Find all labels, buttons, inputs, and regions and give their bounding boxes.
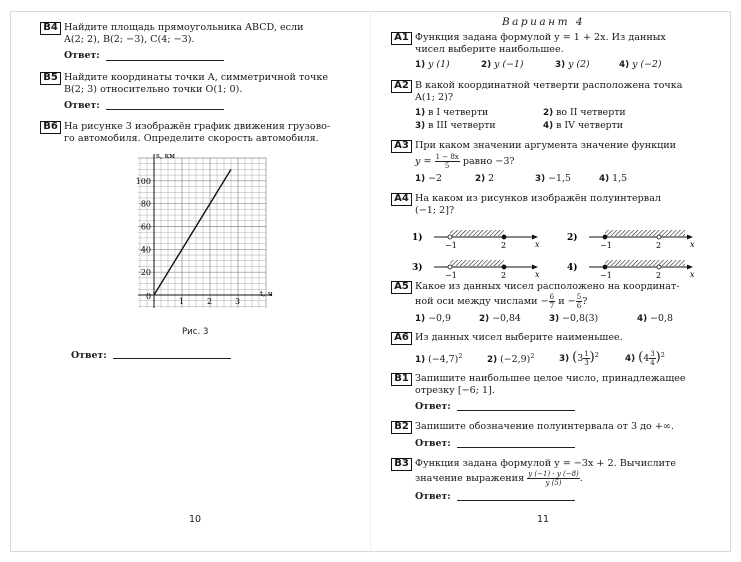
option-number: 2) (543, 108, 554, 119)
task-text-line (415, 470, 696, 487)
exponent: 2 (594, 350, 599, 359)
hatched-region (605, 230, 685, 236)
option[interactable] (481, 59, 555, 71)
axis-arrow (687, 265, 693, 270)
task-text-line: Найдите координаты точки A, симметричной точке (64, 71, 329, 83)
option[interactable] (559, 349, 625, 367)
option-number: 4) (625, 353, 636, 364)
option-value: y (1) (428, 59, 450, 71)
option-value: в IV четверти (556, 120, 624, 132)
axis-arrow (532, 235, 538, 240)
task-tag: A1 (391, 32, 412, 45)
exponent: 2 (458, 351, 463, 360)
fraction-numerator: 6 (549, 293, 555, 302)
text-fragment: ? (582, 296, 588, 308)
sign: − (567, 296, 576, 308)
exponent: 2 (660, 350, 665, 359)
task-tag: A3 (391, 140, 412, 153)
task-tag: A2 (391, 80, 412, 93)
task-tag: B3 (391, 458, 412, 471)
tick-label: −1 (600, 241, 612, 250)
task-text-line: На каком из рисунков изображён полуинтервал (415, 192, 662, 204)
fraction-denominator: 3 (584, 358, 589, 367)
origin-label: 0 (146, 292, 152, 301)
option-number: 4) (567, 263, 578, 273)
task-a6 (391, 332, 696, 366)
sign: − (540, 296, 549, 308)
task-text-line: Функция задана формулой y = −3x + 2. Вычислите (415, 457, 676, 469)
option-value: (−2,9) (500, 353, 531, 365)
task-tag: B1 (391, 373, 412, 386)
option-value: 3 (577, 352, 584, 364)
endpoint-right (502, 265, 506, 269)
task-b2 (391, 421, 696, 449)
task-text-line: A(2; 2), B(2; −3), C(4; −3). (64, 34, 195, 46)
option-value: y (2) (568, 59, 590, 71)
task-text-line: Функция задана формулой y = 1 + 2x. Из данных (415, 32, 666, 43)
tick-label: −1 (445, 241, 457, 250)
axis-arrow (687, 235, 693, 240)
option-value: в III четверти (428, 120, 496, 132)
options-row (415, 59, 696, 71)
fraction-denominator: 6 (576, 302, 582, 311)
y-tick-label: 40 (140, 245, 151, 255)
figure-caption: Рис. 3 (182, 327, 209, 337)
task-a1 (391, 32, 696, 72)
task-text-line: Из данных чисел выберите наименьшее. (415, 332, 623, 344)
answer-label: Ответ: (64, 50, 100, 62)
option-number: 3) (559, 353, 570, 364)
task-text-line: Найдите площадь прямоугольника ABCD, если (64, 22, 304, 33)
option-number: 2) (479, 314, 490, 325)
x-tick-label: 2 (207, 297, 213, 306)
task-tag: B2 (391, 421, 412, 434)
option-number: 3) (412, 263, 423, 273)
y-tick-label: 20 (140, 268, 151, 278)
option[interactable] (543, 107, 673, 119)
task-a3 (391, 140, 696, 184)
fraction-numerator: 1 − 8x (435, 152, 459, 161)
answer-label: Ответ: (415, 437, 451, 449)
option-value: 1,5 (612, 172, 628, 184)
options-grid (415, 107, 696, 132)
option[interactable] (415, 173, 475, 185)
fraction-numerator: 5 (576, 293, 582, 302)
y-tick-label: 60 (140, 222, 151, 232)
x-axis-label: t, ч (260, 289, 273, 298)
option-value: −2 (428, 172, 442, 184)
option-number: 3) (555, 60, 566, 71)
option-number: 3) (549, 314, 560, 325)
text-fragment: и (558, 296, 565, 308)
task-b6 (40, 121, 350, 145)
option[interactable] (555, 59, 619, 71)
task-tag: B4 (40, 22, 61, 35)
x-tick-label: 3 (235, 297, 241, 306)
text-fragment: значение выражения (415, 472, 525, 484)
task-tag: A4 (391, 193, 412, 206)
page-number: 10 (189, 514, 202, 525)
option-value: 4 (643, 352, 650, 364)
y-tick-label: 80 (140, 199, 151, 209)
fraction (435, 153, 460, 170)
axis-label: x (690, 270, 695, 279)
answer-row (415, 438, 696, 450)
number-line-option (567, 230, 695, 250)
answer-row (415, 401, 696, 413)
task-text-line: (−1; 2]? (415, 205, 455, 217)
task-text-line: В какой координатной четверти расположена точка (415, 79, 683, 91)
tick-label: −1 (445, 271, 457, 280)
task-text-line: чисел выберите наибольшее. (415, 44, 564, 56)
option-number: 2) (567, 233, 578, 243)
answer-field[interactable] (113, 358, 231, 359)
task-b4 (40, 22, 350, 63)
endpoint-right (657, 235, 661, 239)
option-value: −0,8 (650, 313, 673, 325)
option-number: 3) (415, 121, 426, 132)
option[interactable] (487, 350, 559, 366)
option-number: 1) (412, 233, 423, 243)
option-number: 4) (619, 60, 630, 71)
options-row (415, 173, 696, 185)
fraction-denominator: 5 (444, 161, 450, 170)
option[interactable] (549, 313, 637, 325)
answer-row (64, 50, 350, 62)
formula-prefix: y = (415, 155, 432, 167)
endpoint-right (657, 265, 661, 269)
task-a2 (391, 80, 696, 133)
answer-row (415, 491, 696, 503)
task-tag: B6 (40, 121, 61, 134)
number-line-option (412, 230, 540, 250)
task-text-line: Запишите наибольшее целое число, принадлежащее (415, 372, 686, 384)
option[interactable] (599, 173, 627, 185)
option-value: во II четверти (556, 107, 626, 119)
task-text-line (415, 293, 696, 310)
task-text-line (415, 153, 696, 170)
fraction-numerator: 1 (584, 349, 589, 358)
option-value: −0,9 (428, 313, 451, 325)
option-number: 1) (415, 108, 426, 119)
y-axis-label: s, км (156, 151, 176, 160)
endpoint-left (448, 235, 452, 239)
answer-label: Ответ: (415, 401, 451, 413)
tick-label: 2 (656, 241, 662, 250)
option-value: −0,84 (492, 313, 521, 325)
option[interactable] (475, 173, 535, 185)
option-value: y (−2) (632, 59, 662, 71)
task-tag: A6 (391, 332, 412, 345)
answer-row (64, 100, 350, 112)
axis-label: x (535, 270, 540, 279)
option-number: 4) (637, 314, 648, 325)
motion-graph (128, 150, 278, 316)
task-b5 (40, 72, 350, 113)
tick-label: 2 (656, 271, 662, 280)
task-tag: B5 (40, 72, 61, 85)
option-number: 2) (481, 60, 492, 71)
axis-label: x (690, 240, 695, 249)
paren-close: ) (589, 349, 595, 365)
formula-suffix: равно −3? (462, 155, 515, 167)
options-row (415, 313, 696, 325)
paren-open: ( (638, 349, 644, 365)
number-line-option (567, 260, 695, 280)
answer-label: Ответ: (71, 350, 107, 361)
hatched-region (450, 230, 504, 236)
fraction-denominator: 4 (650, 358, 655, 367)
answer-field[interactable] (457, 447, 575, 448)
task-text-line: го автомобиля. Определите скорость автомобиля. (64, 133, 319, 145)
option[interactable] (619, 59, 662, 71)
page-number: 11 (537, 514, 550, 525)
exponent: 2 (530, 351, 535, 360)
tick-label: −1 (600, 271, 612, 280)
endpoint-left (448, 265, 452, 269)
option-number: 3) (535, 173, 546, 184)
option-value: y (−1) (494, 59, 524, 71)
answer-field[interactable] (457, 500, 575, 501)
option-value: −1,5 (548, 172, 571, 184)
fraction-denominator: 7 (549, 302, 555, 311)
fraction-denominator: y (5) (545, 478, 562, 487)
option[interactable] (543, 120, 673, 132)
y-tick-label: 100 (135, 176, 151, 186)
answer-field[interactable] (457, 410, 575, 411)
option-number: 4) (599, 173, 610, 184)
option[interactable] (415, 350, 487, 366)
axis-label: x (535, 240, 540, 249)
task-text-line: Запишите обозначение полуинтервала от 3 до +∞. (415, 421, 674, 433)
option-number: 1) (415, 60, 426, 71)
task-tag: A5 (391, 281, 412, 294)
task-text-line: На рисунке 3 изображён график движения грузово- (64, 121, 331, 133)
right-page (391, 16, 696, 217)
endpoint-left (603, 235, 607, 239)
option-number: 1) (415, 354, 426, 365)
task-b1 (391, 373, 696, 414)
hatched-region (605, 260, 685, 266)
option-number: 2) (475, 173, 486, 184)
option-number: 2) (487, 354, 498, 365)
paren-close: ) (655, 349, 661, 365)
fraction (549, 293, 555, 310)
task-text-line: При каком значении аргумента значение функции (415, 140, 677, 152)
option-value: в I четверти (428, 107, 489, 119)
task-text-line: B(2; 3) относительно точки O(1; 0). (64, 83, 243, 95)
option[interactable] (415, 59, 481, 71)
task-a4 (391, 193, 696, 217)
option[interactable] (415, 313, 479, 325)
answer-label: Ответ: (64, 100, 100, 112)
left-page (40, 22, 350, 146)
endpoint-right (502, 235, 506, 239)
tick-label: 2 (501, 271, 507, 280)
answer-field[interactable] (106, 60, 224, 61)
option[interactable] (415, 120, 543, 132)
right-page-lower (391, 281, 696, 503)
answer-field[interactable] (106, 109, 224, 110)
task-a5 (391, 281, 696, 325)
tick-label: 2 (501, 241, 507, 250)
option[interactable] (479, 313, 549, 325)
text-fragment: ной оси между числами (415, 296, 538, 308)
x-tick-label: 1 (179, 297, 185, 306)
option[interactable] (625, 349, 665, 367)
option-number: 1) (415, 173, 426, 184)
paren-open: ( (572, 349, 578, 365)
task-b3 (391, 458, 696, 503)
axis-arrow (532, 265, 538, 270)
fraction-numerator: y (−1) · y (−8) (528, 469, 579, 478)
option-number: 4) (543, 121, 554, 132)
fraction-numerator: 3 (650, 349, 655, 358)
fraction (527, 470, 580, 487)
task-text-line: отрезку [−6; 1]. (415, 384, 495, 396)
answer-label: Ответ: (415, 490, 451, 502)
variant-title: Вариант 4 (501, 16, 586, 28)
number-line-options (412, 222, 702, 282)
option[interactable] (415, 107, 543, 119)
task-text-line: Какое из данных чисел расположено на координат- (415, 281, 680, 292)
option[interactable] (637, 313, 673, 325)
option[interactable] (535, 173, 599, 185)
number-line-option (412, 260, 540, 280)
endpoint-left (603, 265, 607, 269)
task-text-line: A(1; 2)? (415, 91, 454, 103)
option-number: 1) (415, 314, 426, 325)
option-value: 2 (488, 172, 495, 184)
option-value: −0,8(3) (562, 313, 599, 325)
page-divider (370, 11, 371, 552)
answer-row-b6 (71, 350, 231, 361)
options-row (415, 349, 696, 367)
option-value: (−4,7) (428, 353, 459, 365)
text-fragment: . (579, 472, 583, 484)
hatched-region (450, 260, 504, 266)
